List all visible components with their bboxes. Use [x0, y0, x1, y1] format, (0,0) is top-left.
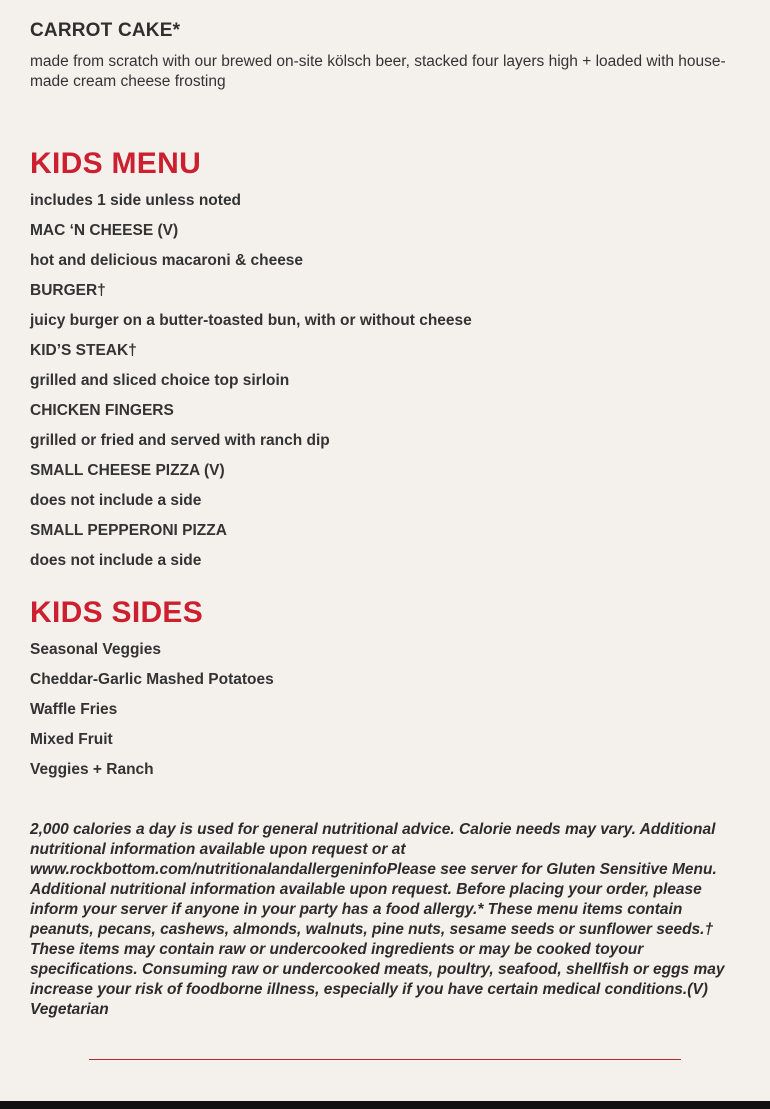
kids-item-description: grilled and sliced choice top sirloin — [30, 372, 290, 389]
kids-item-description: hot and delicious macaroni & cheese — [30, 252, 304, 269]
kids-side-item: Waffle Fries — [30, 701, 118, 718]
dessert-description: made from scratch with our brewed on-site kölsch beer, stacked four layers high + loaded with house-made cream cheese frosting — [30, 53, 726, 90]
kids-menu-note: includes 1 side unless noted — [30, 192, 242, 209]
kids-item-name: SMALL PEPPERONI PIZZA — [30, 522, 227, 539]
kids-item-name: SMALL CHEESE PIZZA (V) — [30, 462, 225, 479]
kids-menu-heading: KIDS MENU — [30, 147, 202, 180]
nutrition-disclaimer: 2,000 calories a day is used for general nutritional advice. Calorie needs may vary. Additional nutritional information available upon request or at www.rockbottom.com/nutritionalandallergeninfoPlease see server for Gluten Sensitive Menu. Additional nutritional information available upon request. Before placing your order, please inform your server if anyone in your party has a food allergy.* These menu items contain peanuts, pecans, cashews, almonds, walnuts, pine nuts, sesame seeds or sunflower seeds.† These items may contain raw or undercooked ingredients or may be cooked toyour specifications. Consuming raw or undercooked meats, poultry, seafood, shellfish or eggs may increase your risk of foodborne illness, especially if you have certain medical conditions.(V) Vegetarian — [30, 821, 725, 1018]
footer-bar — [0, 1101, 770, 1109]
kids-item-description: grilled or fried and served with ranch dip — [30, 432, 330, 449]
kids-side-item: Veggies + Ranch — [30, 761, 154, 778]
kids-side-item: Mixed Fruit — [30, 731, 113, 748]
kids-item-name: CHICKEN FINGERS — [30, 402, 174, 419]
kids-item-description: does not include a side — [30, 552, 202, 569]
kids-item-name: KID’S STEAK† — [30, 342, 137, 359]
kids-side-item: Seasonal Veggies — [30, 641, 161, 658]
dessert-title: CARROT CAKE* — [30, 20, 181, 41]
kids-item-name: MAC ‘N CHEESE (V) — [30, 222, 179, 239]
kids-sides-heading: KIDS SIDES — [30, 596, 204, 629]
kids-side-item: Cheddar-Garlic Mashed Potatoes — [30, 671, 274, 688]
kids-item-description: juicy burger on a butter-toasted bun, with or without cheese — [30, 312, 472, 329]
kids-item-name: BURGER† — [30, 282, 106, 299]
divider-line — [89, 1059, 681, 1060]
kids-item-description: does not include a side — [30, 492, 202, 509]
